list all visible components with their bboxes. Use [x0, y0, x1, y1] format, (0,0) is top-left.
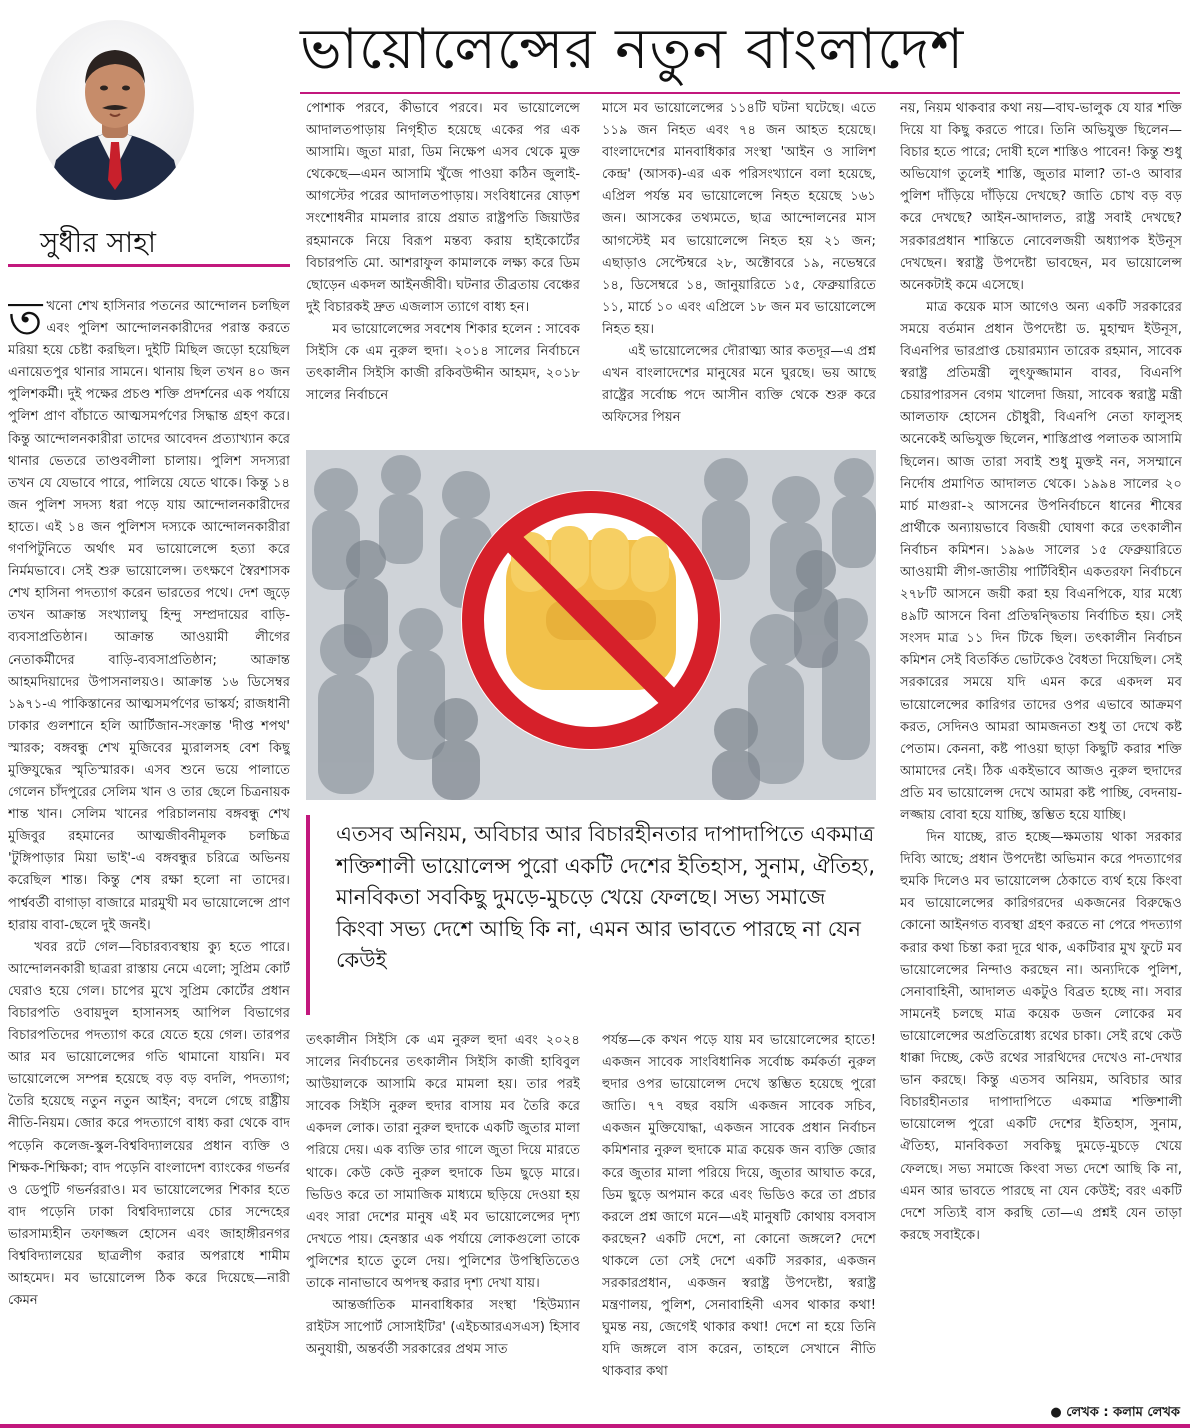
paragraph: খবর রটে গেল—বিচারব্যবস্থায় ক্যু হতে পারে। আন্দোলনকারী ছাত্ররা রাস্তায় নেমে এলো; সুপ্রিম কোর্ট ঘেরাও হয়ে গেল। চাপের মুখে সুপ্রিম কোর্টের প্রধান বিচারপতি ওবায়দুল হাসানসহ আপিল বিভাগের বিচারপতিদের পদত্যাগ করে যেতে হয়ে গেল। তারপর আর মব ভায়োলেন্সের গতি থামানো যায়নি। মব ভায়োলেন্সে সম্পন্ন হয়েছে বড় বড় বদলি, পদত্যাগ; তৈরি হয়েছে নতুন নতুন আইন; বদলে গেছে রাষ্ট্রীয় নীতি-নিয়ম। জোর করে পদত্যাগে বাধ্য করা থেকে বাদ পড়েনি কলেজ-স্কুল-বিশ্ববিদ্যালয়ের প্রধান ব্যক্তি ও শিক্ষক-শিক্ষিকা; বাদ পড়েনি বাংলাদেশ ব্যাংকের গভর্নর ও ডেপুটি গভর্নররাও। মব ভায়োলেন্সের শিকার হতে বাদ পড়েনি ঢাকা বিশ্ববিদ্যালয়ে চোর সন্দেহের ভারসাম্যহীন তফাজ্জল হোসেন এবং জাহাঙ্গীরনগর বিশ্ববিদ্যালয়ের ছাত্রলীগ করার অপরাধে শামীম আহমেদ। মব ভায়োলেন্স ঠিক করে দিয়েছে—নারী কেমন [8, 939, 290, 1309]
paragraph: মাত্র কয়েক মাস আগেও অন্য একটি সরকারের সময়ে বর্তমান প্রধান উপদেষ্টা ড. মুহাম্মদ ইউনূস, বিএনপির ভারপ্রাপ্ত চেয়ারম্যান তারেক রহমান, সাবেক স্বরাষ্ট্র প্রতিমন্ত্রী লুৎফুজ্জামান বাবর, বিএনপি চেয়ারপারসন বেগম খালেদা জিয়া, সাবেক স্বরাষ্ট্র মন্ত্রী আলতাফ হোসেন চৌধুরী, বিএনপি নেতা ফালুসহ অনেকেই অভিযুক্ত ছিলেন, শাস্তিপ্রাপ্ত পলাতক আসামি ছিলেন। আজ তারা সবাই শুধু মুক্তই নন, সসম্মানে নির্দোষ প্রমাণিত আদালত থেকে। ১৯৯৪ সালের ২০ মার্চ মাগুরা-২ আসনের উপনির্বাচনে ধানের শীষের প্রার্থীকে অন্যায়ভাবে বিজয়ী ঘোষণা করে তৎকালীন নির্বাচন কমিশন। ১৯৯৬ সালের ১৫ ফেব্রুয়ারিতে আওয়ামী লীগ-জাতীয় পার্টিবিহীন একতরফা নির্বাচনে ২৭৮টি আসনে জয়ী করা হয় বিএনপিকে, যার মধ্যে ৪৯টি আসনে বিনা প্রতিদ্বন্দ্বিতায় নির্বাচিত হয়। সেই সংসদ মাত্র ১১ দিন টিকে ছিল। তৎকালীন নির্বাচন কমিশন সেই বিতর্কিত ভোটকেও বৈধতা দিয়েছিল। সেই সরকারের সময়ে যদি এমন করে একদল মব ভায়োলেন্সের কারিগর তাদের ওপর এভাবে আক্রমণ করত, সেদিনও আমরা আমজনতা শুধু তা দেখে কষ্ট পেতাম। কেননা, কষ্ট পাওয়া ছাড়া কিছুটি করার শক্তি আমাদের নেই। ঠিক একইভাবে আজও নুরুল হুদাদের প্রতি মব ভায়োলেন্স দেখে আমরা কষ্ট পাচ্ছি, বেদনায়-লজ্জায় বোবা হয়ে যাচ্ছি, স্তম্ভিত হয়ে যাচ্ছি। [900, 299, 1182, 823]
pull-quote [306, 815, 876, 1015]
column-2-bottom [306, 1030, 580, 1400]
paragraph: নয়, নিয়ম থাকবার কথা নয়—বাঘ-ভালুক যে যার শক্তি দিয়ে যা কিছু করতে পারে। তিনি অভিযুক্ত ছিলেন—বিচার হতে পারে; দোষী হলে শাস্তিও পাবেন! কিন্তু শুধু অভিযোগ তুলেই শাস্তি, জুতার মালা? তা-ও আবার পুলিশ দাঁড়িয়ে দাঁড়িয়ে দেখছে? জাতি চোখ বড় বড় করে দেখছে? আইন-আদালত, রাষ্ট্র সবাই দেখছে? সরকারপ্রধান শান্তিতে নোবেলজয়ী অধ্যাপক ইউনূস দেখছেন। স্বরাষ্ট্র উপদেষ্টা ভাবছেন, মব ভায়োলেন্স অনেকটাই কমে এসেছে। [900, 101, 1182, 293]
author-rule [8, 264, 290, 267]
author-name: সুধীর সাহা [40, 226, 156, 259]
paragraph: দিন যাচ্ছে, রাত হচ্ছে—ক্ষমতায় থাকা সরকার দিব্যি আছে; প্রধান উপদেষ্টা অভিমান করে পদত্যাগের হুমকি দিলেও মব ভায়োলেন্স ঠেকাতে ব্যর্থ হয়ে কিংবা মব ভায়োলেন্সের কারিগরদের একজনের বিরুদ্ধেও কোনো আইনগত ব্যবস্থা গ্রহণ করতে না পেরে পদত্যাগ করার কথা চিন্তা করা দূরে থাক, একটিবার মুখ ফুটে মব ভায়োলেন্সের নিন্দাও করছেন না। অন্যদিকে পুলিশ, সেনাবাহিনী, আদালত একটুও বিব্রত হচ্ছে না। সবার সামনেই চলছে মাত্র কয়েক ডজন লোকের মব ভায়োলেন্সের অপ্রতিরোধ্য রথের চাকা। সেই রথে কেউ ধাক্কা দিচ্ছে, কেউ রথের সারথিদের দেখেও না-দেখার ভান করছে। কিন্তু এতসব অনিয়ম, অবিচার আর বিচারহীনতার দাপাদাপিতে একমাত্র শক্তিশালী ভায়োলেন্স পুরো একটি দেশের ইতিহাস, সুনাম, ঐতিহ্য, মানবিকতা সবকিছু দুমড়ে-মুচড়ে খেয়ে ফেলছে। সভ্য সমাজে কিংবা সভ্য দেশে আছি কি না, এমন আর ভাবতে পারছে না যেন কেউই; বরং একটি দেশে সত্যিই বাস করছি তো—এ প্রশ্নই যেন তাড়া করছে সবাইকে। [900, 830, 1182, 1243]
author-portrait-icon [36, 20, 194, 200]
paragraph: মাসে মব ভায়োলেন্সের ১১৪টি ঘটনা ঘটেছে। এতে ১১৯ জন নিহত এবং ৭৪ জন আহত হয়েছে। বাংলাদেশের মানবাধিকার সংস্থা 'আইন ও সালিশ কেন্দ্র' (আসক)-এর এক পরিসংখ্যানে বলা হয়েছে, এপ্রিল পর্যন্ত মব ভায়োলেন্সে নিহত হয়েছে ১৬১ জন। আসকের তথ্যমতে, ছাত্র আন্দোলনের মাস আগস্টেই মব ভায়োলেন্সে নিহত হয় ২১ জন; এছাড়াও সেপ্টেম্বরে ২৮, অক্টোবরে ১৯, নভেম্বরে ১৪, ডিসেম্বরে ১৪, জানুয়ারিতে ১৫, ফেব্রুয়ারিতে ১১, মার্চে ১০ এবং এপ্রিলে ১৮ জন মব ভায়োলেন্সে নিহত হয়। [602, 101, 876, 337]
column-3-top [602, 98, 876, 438]
paragraph: এই ভায়োলেন্সের দৌরাত্ম্য আর কতদূর—এ প্রশ্ন এখন বাংলাদেশের মানুষের মনে ঘুরছে। ভয় আছে রাষ্ট্রের সর্বোচ্চ পদে আসীন ব্যক্তি থেকে শুরু করে অফিসের পিয়ন [602, 344, 876, 426]
illustration [306, 450, 876, 800]
headline: ভায়োলেন্সের নতুন বাংলাদেশ [300, 17, 965, 82]
prohibited-fist-icon [306, 450, 876, 800]
paragraph: তৎকালীন সিইসি কে এম নুরুল হুদা এবং ২০২৪ সালের নির্বাচনের তৎকালীন সিইসি কাজী হাবিবুল আউয়ালকে আসামি করে মামলা হয়। তার পরই সাবেক সিইসি নুরুল হুদার বাসায় মব তৈরি করে একদল লোক। তারা নুরুল হুদাকে একটি জুতার মালা পরিয়ে দেয়। এক ব্যক্তি তার গালে জুতা দিয়ে মারতে থাকে। কেউ কেউ নুরুল হুদাকে ডিম ছুড়ে মারে। ভিডিও করে তা সামাজিক মাধ্যমে ছড়িয়ে দেওয়া হয় এবং সারা দেশের মানুষ এই মব ভায়োলেন্সের দৃশ্য দেখতে পায়। হেনস্তার এক পর্যায়ে লোকগুলো তাকে পুলিশের হাতে তুলে দেয়। পুলিশের উপস্থিতিতেও তাকে নানাভাবে অপদস্থ করার দৃশ্য দেখা যায়। [306, 1033, 580, 1292]
column-4 [900, 98, 1182, 1398]
paragraph: তখনো শেখ হাসিনার পতনের আন্দোলন চলছিল এবং পুলিশ আন্দোলনকারীদের পরাস্ত করতে মরিয়া হয়ে চেষ্টা করছিল। দুইটি মিছিল জড়ো হয়েছিল এনায়েতপুর থানার সামনে। থানায় ছিল তখন ৪০ জন পুলিশকর্মী। দুই পক্ষের প্রচণ্ড শক্তি প্রদর্শনের এক পর্যায়ে পুলিশ প্রাণ বাঁচাতে আত্মসমর্পণের সিদ্ধান্ত গ্রহণ করে। কিন্তু আন্দোলনকারীরা তাদের আবেদন প্রত্যাখ্যান করে থানার ভেতরে তাণ্ডবলীলা চালায়। পুলিশ সদস্যরা তখন যে যেভাবে পারে, পালিয়ে যেতে থাকে। কিন্তু ১৪ জন পুলিশ সদস্য ধরা পড়ে যায় আন্দোলনকারীদের হাতে। এই ১৪ জন পুলিশস দস্যকে আন্দোলনকারীরা গণপিটুনিতে অর্থাৎ মব ভায়োলেন্সে হত্যা করে নির্মমভাবে। সেই শুরু ভায়োলেন্স। তৎক্ষণে স্বৈরশাসক শেখ হাসিনা পদত্যাগ করেন ভারতের পথে। দেশ জুড়ে তখন আক্রান্ত সংখ্যালঘু হিন্দু সম্প্রদায়ের বাড়ি-ব্যবসাপ্রতিষ্ঠান। আক্রান্ত আওয়ামী লীগের নেতাকর্মীদের বাড়ি-ব্যবসাপ্রতিষ্ঠান; আক্রান্ত আহমদিয়াদের উপাসনালয়ও। আক্রান্ত ১৬ ডিসেম্বর ১৯৭১-এ পাকিস্তানের আত্মসমর্পণের ভাস্কর্য; রাজধানী ঢাকার গুলশানে হলি আর্টিজান-সংক্রান্ত 'দীপ্ত শপথ' স্মারক; বঙ্গবন্ধু শেখ মুজিবের ম্যুরালসহ বেশ কিছু মুক্তিযুদ্ধের স্মৃতিস্মারক। এসব শুনে ভয়ে পালাতে গেলেন চাঁদপুরের সেলিম খান ও তার ছেলে চিত্রনায়ক শান্ত খান। সেলিম খানের পরিচালনায় বঙ্গবন্ধু শেখ মুজিবুর রহমানের আত্মজীবনীমূলক চলচ্চিত্র 'টুঙ্গিপাড়ার মিয়া ভাই'-এ বঙ্গবন্ধুর চরিত্রে অভিনয় করেছিল শান্ত। কিন্তু শেষ রক্ষা হলো না তাদের। পার্শ্ববর্তী বাগাড়া বাজারে মারমুখী মব ভায়োলেন্সে প্রাণ হারায় বাবা-ছেলে দুই জনই। [8, 296, 290, 933]
bottom-rule [0, 1424, 1190, 1428]
column-2-top [306, 98, 580, 438]
pull-quote-text: এতসব অনিয়ম, অবিচার আর বিচারহীনতার দাপাদাপিতে একমাত্র শক্তিশালী ভায়োলেন্স পুরো একটি দেশের ইতিহাস, সুনাম, ঐতিহ্য, মানবিকতা সবকিছু দুমড়ে-মুচড়ে খেয়ে ফেলছে। সভ্য সমাজে কিংবা সভ্য দেশে আছি কি না, এমন আর ভাবতে পারছে না যেন কেউই [336, 822, 876, 972]
author-signature: ● লেখক : কলাম লেখক [1050, 1405, 1180, 1420]
paragraph: পর্যন্ত—কে কখন পড়ে যায় মব ভায়োলেন্সের হাতে! একজন সাবেক সাংবিধানিক সর্বোচ্চ কর্মকর্তা নুরুল হুদার ওপর ভায়োলেন্স দেখে স্তম্ভিত হয়েছে পুরো জাতি। ৭৭ বছর বয়সি একজন সাবেক সচিব, একজন মুক্তিযোদ্ধা, একজন সাবেক প্রধান নির্বাচন কমিশনার নুরুল হুদাকে মাত্র কয়েক জন ব্যক্তি জোর করে জুতার মালা পরিয়ে দিয়ে, জুতার আঘাত করে, ডিম ছুড়ে অপমান করে এবং ভিডিও করে তা প্রচার করলে প্রশ্ন জাগে মনে—এই মানুষটি কোথায় বসবাস করছেন? একটি দেশে, না কোনো জঙ্গলে? দেশে থাকলে তো সেই দেশে একটি সরকার, একজন সরকারপ্রধান, একজন স্বরাষ্ট্র উপদেষ্টা, স্বরাষ্ট্র মন্ত্রণালয়, পুলিশ, সেনাবাহিনী এসব থাকার কথা! ঘুমন্ত নয়, জেগেই থাকার কথা! দেশে না হয়ে তিনি যদি জঙ্গলে বাস করেন, তাহলে সেখানে নীতি থাকবার কথা [602, 1033, 876, 1380]
dropcap: ত [8, 296, 43, 345]
paragraph: মব ভায়োলেন্সের সবশেষ শিকার হলেন : সাবেক সিইসি কে এম নুরুল হুদা। ২০১৪ সালের নির্বাচনে তৎকালীন সিইসি কাজী রকিবউদ্দীন আহমদ, ২০১৮ সালের নির্বাচনে [306, 321, 580, 404]
paragraph: পোশাক পরবে, কীভাবে পরবে। মব ভায়োলেন্সে আদালতপাড়ায় নিগৃহীত হয়েছে একের পর এক আসামি। জুতা মারা, ডিম নিক্ষেপ এসব থেকে মুক্ত থেকেছে—এমন আসামি খুঁজে পাওয়া কঠিন জুলাই-আগস্টের পরের আদালতপাড়ায়। সংবিধানের ষোড়শ সংশোধনীর মামলার রায়ে প্রয়াত রাষ্ট্রপতি জিয়াউর রহমানকে নিয়ে বিরূপ মন্তব্য করায় হাইকোর্টের বিচারপতি মো. আশরাফুল কামালকে লক্ষ্য করে ডিম ছোড়েন একদল আইনজীবী। ঘটনার তীব্রতায় বেঞ্চের দুই বিচারকই দ্রুত এজলাস ত্যাগে বাধ্য হন। [306, 101, 580, 315]
column-3-bottom [602, 1030, 876, 1400]
author-photo [36, 20, 194, 200]
headline-rule [300, 92, 1180, 94]
column-1 [8, 296, 290, 1420]
paragraph: আন্তর্জাতিক মানবাধিকার সংস্থা 'হিউম্যান রাইটস সাপোর্ট সোসাইটির' (এইচআরএসএস) হিসাব অনুযায়ী, অন্তর্বর্তী সরকারের প্রথম সাত [306, 1298, 580, 1358]
